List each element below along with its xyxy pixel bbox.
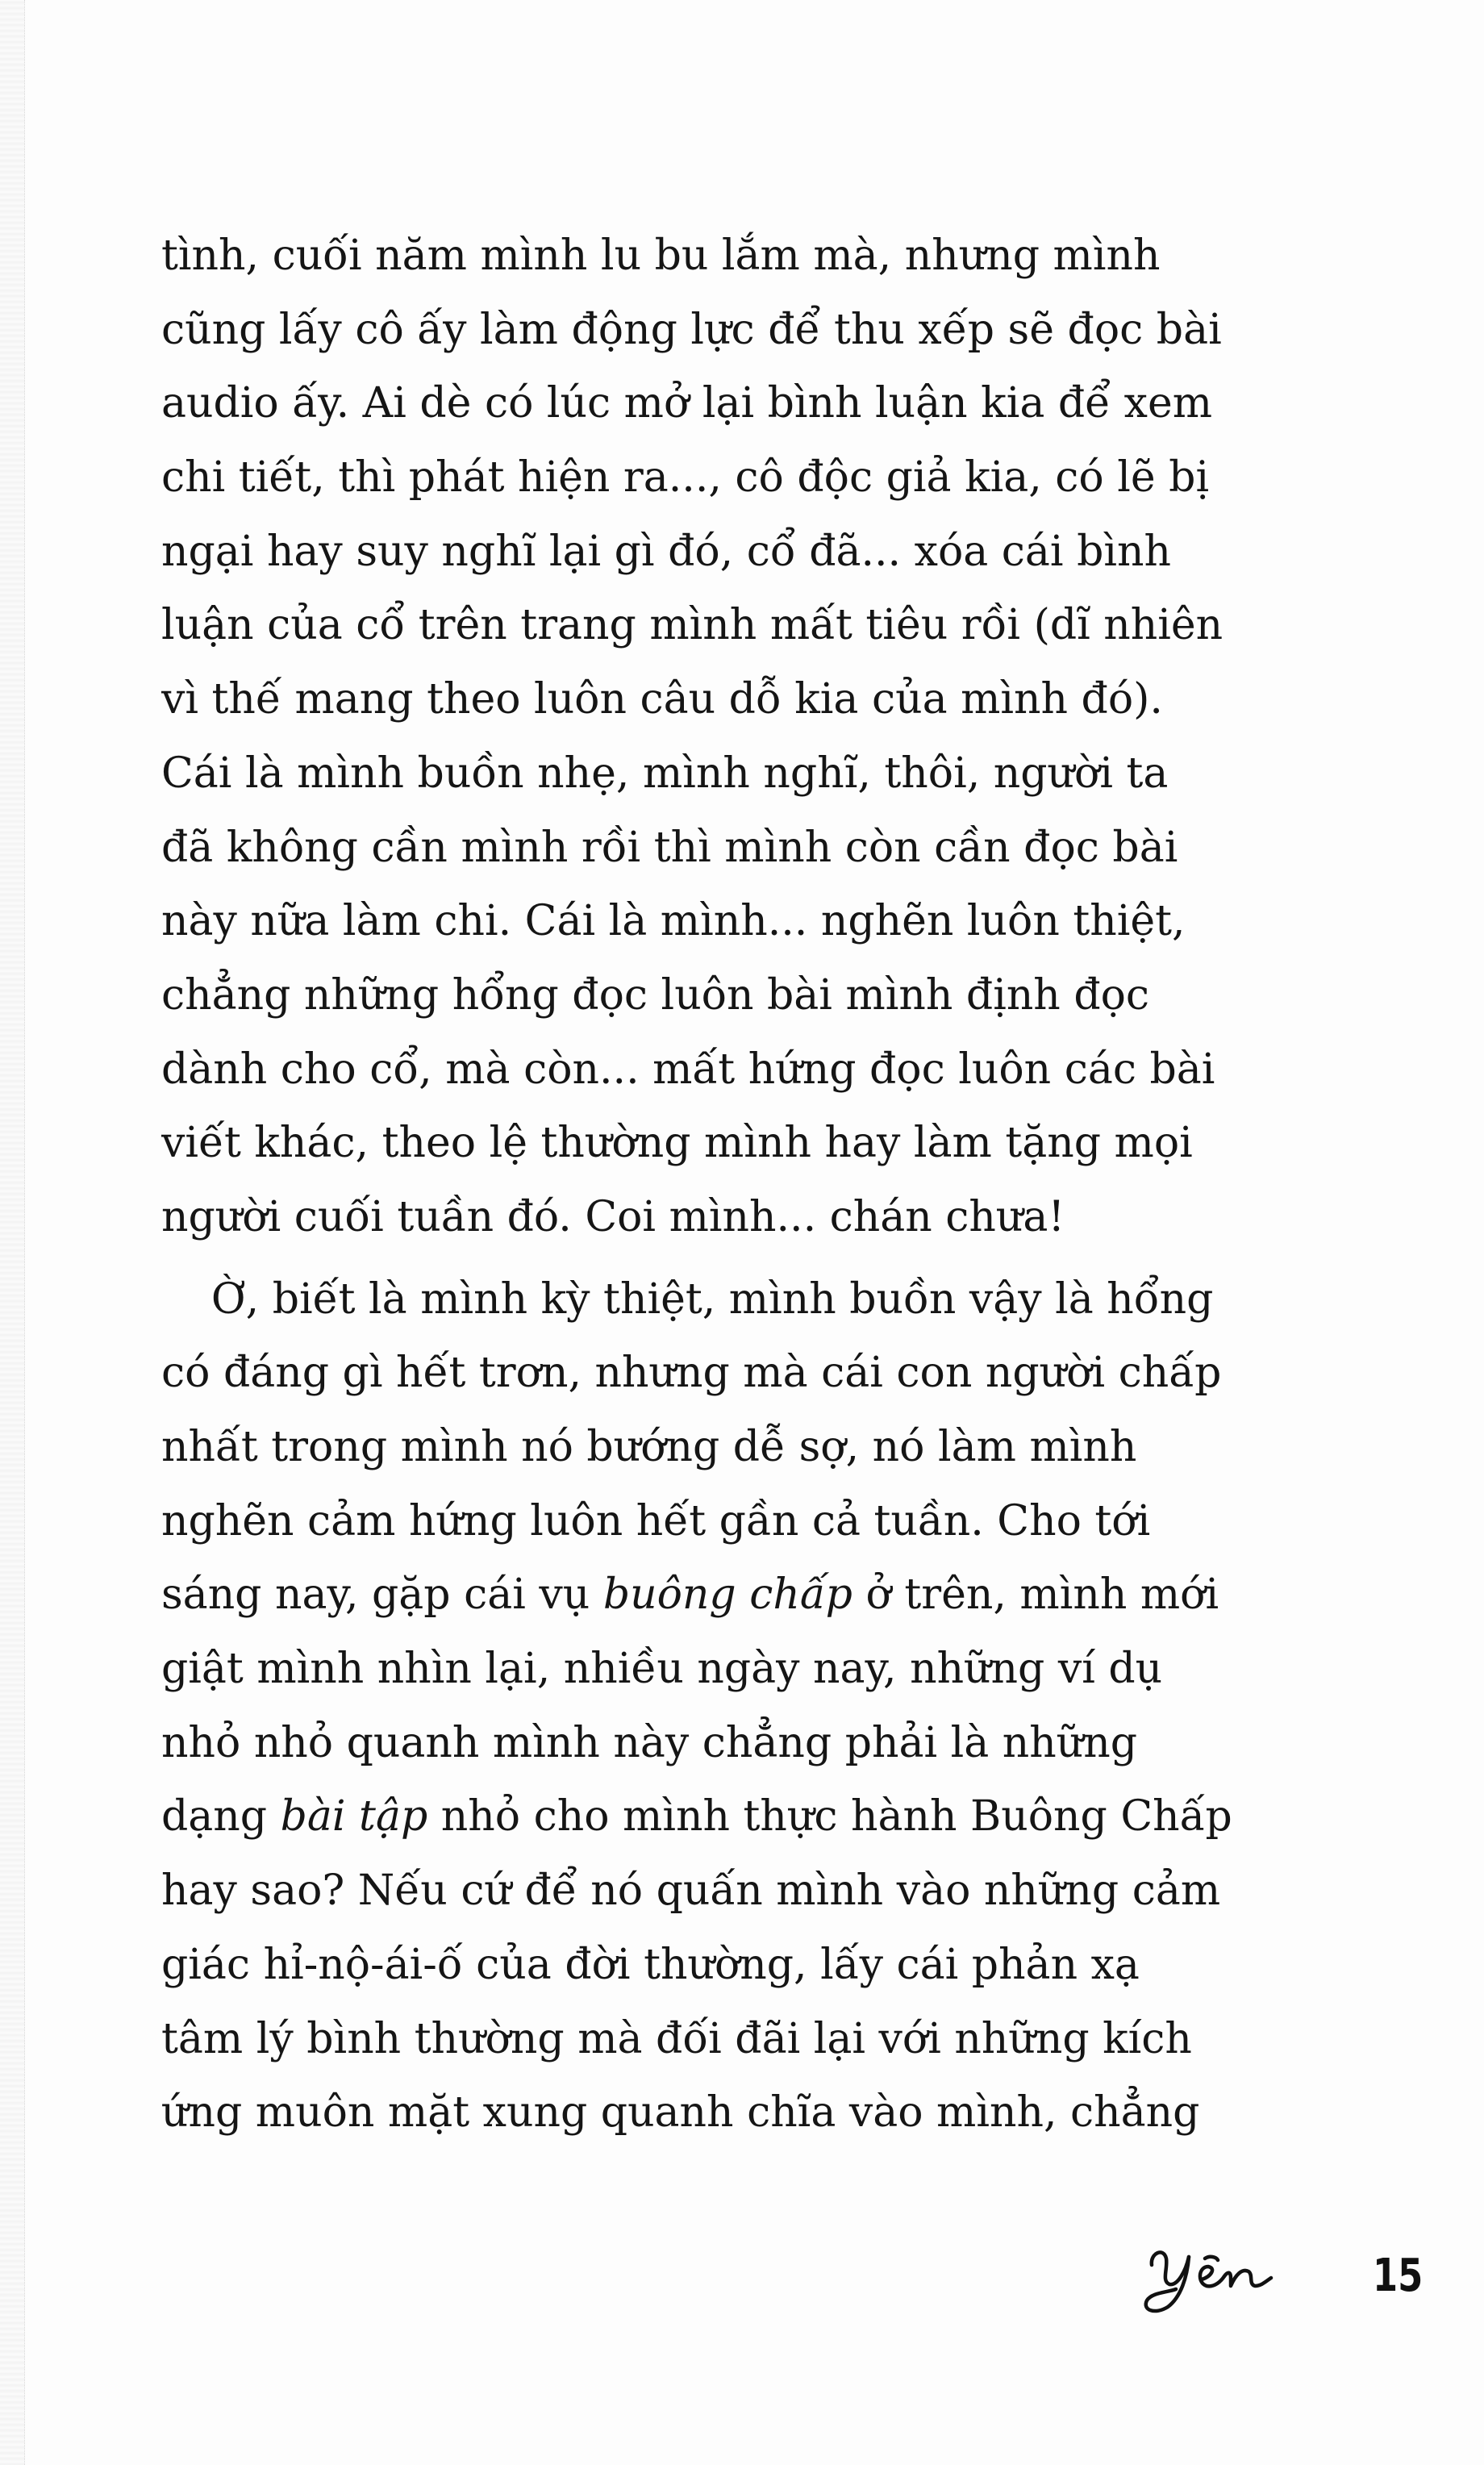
italic-phrase: buông chấp xyxy=(602,1570,852,1620)
text-line: giác hỉ-nộ-ái-ố của đời thường, lấy cái phản xạ xyxy=(161,1940,1140,1989)
text-line: nhỏ nhỏ quanh mình này chẳng phải là những xyxy=(161,1718,1138,1767)
text-line: có đáng gì hết trơn, nhưng mà cái con người chấp xyxy=(161,1349,1222,1398)
text-segment: ở trên, mình mới xyxy=(852,1570,1219,1620)
text-line: cũng lấy cô ấy làm động lực để thu xếp sẽ đọc bài xyxy=(161,305,1222,354)
paragraph-gap xyxy=(161,1255,1274,1263)
text-line: Ờ, biết là mình kỳ thiệt, mình buồn vậy là hổng xyxy=(211,1274,1214,1324)
text-line: tình, cuối năm mình lu bu lắm mà, nhưng mình xyxy=(161,231,1161,280)
page-number: 15 xyxy=(1373,2250,1424,2302)
page-binding-edge xyxy=(0,0,25,2465)
text-line xyxy=(161,1780,1274,1854)
text-line: viết khác, theo lệ thường mình hay làm tặng mọi xyxy=(161,1119,1193,1168)
text-line: giật mình nhìn lại, nhiều ngày nay, những ví dụ xyxy=(161,1645,1163,1694)
text-segment: nhỏ cho mình thực hành Buông Chấp xyxy=(427,1792,1232,1841)
text-line: này nữa làm chi. Cái là mình... nghẽn luôn thiệt, xyxy=(161,897,1186,946)
text-line: audio ấy. Ai dè có lúc mở lại bình luận kia để xem xyxy=(161,379,1213,428)
text-line: tâm lý bình thường mà đối đãi lại với những kích xyxy=(161,2014,1192,2063)
text-line: luận của cổ trên trang mình mất tiêu rồi (dĩ nhiên xyxy=(161,601,1223,650)
text-line: dành cho cổ, mà còn... mất hứng đọc luôn các bài xyxy=(161,1045,1215,1094)
text-line: hay sao? Nếu cứ để nó quấn mình vào những cảm xyxy=(161,1866,1221,1916)
signature-logo xyxy=(1128,2233,1289,2321)
paragraph-1 xyxy=(161,219,1274,1255)
italic-phrase: bài tập xyxy=(280,1792,428,1841)
text-line: chẳng những hổng đọc luôn bài mình định đọc xyxy=(161,970,1150,1020)
text-line: vì thế mang theo luôn câu dỗ kia của mình đó). xyxy=(161,675,1163,724)
signature-script-icon xyxy=(1128,2233,1289,2321)
text-line: ứng muôn mặt xung quanh chĩa vào mình, chẳng xyxy=(161,2088,1200,2138)
text-line: nhất trong mình nó bướng dễ sợ, nó làm mình xyxy=(161,1423,1137,1471)
text-line: Cái là mình buồn nhẹ, mình nghĩ, thôi, người ta xyxy=(161,749,1169,798)
text-line: người cuối tuần đó. Coi mình... chán chưa! xyxy=(161,1192,1065,1241)
text-line xyxy=(161,1558,1274,1633)
text-line: chi tiết, thì phát hiện ra..., cô độc giả kia, có lẽ bị xyxy=(161,453,1210,503)
text-line: đã không cần mình rồi thì mình còn cần đọc bài xyxy=(161,823,1178,872)
text-line: nghẽn cảm hứng luôn hết gần cả tuần. Cho tới xyxy=(161,1496,1151,1545)
text-line: ngại hay suy nghĩ lại gì đó, cổ đã... xóa cái bình xyxy=(161,527,1171,576)
signature-text xyxy=(1128,2233,1129,2234)
body-text xyxy=(161,219,1274,2150)
text-segment: dạng xyxy=(161,1792,281,1841)
paragraph-2 xyxy=(161,1263,1274,2150)
text-segment: sáng nay, gặp cái vụ xyxy=(161,1570,603,1620)
